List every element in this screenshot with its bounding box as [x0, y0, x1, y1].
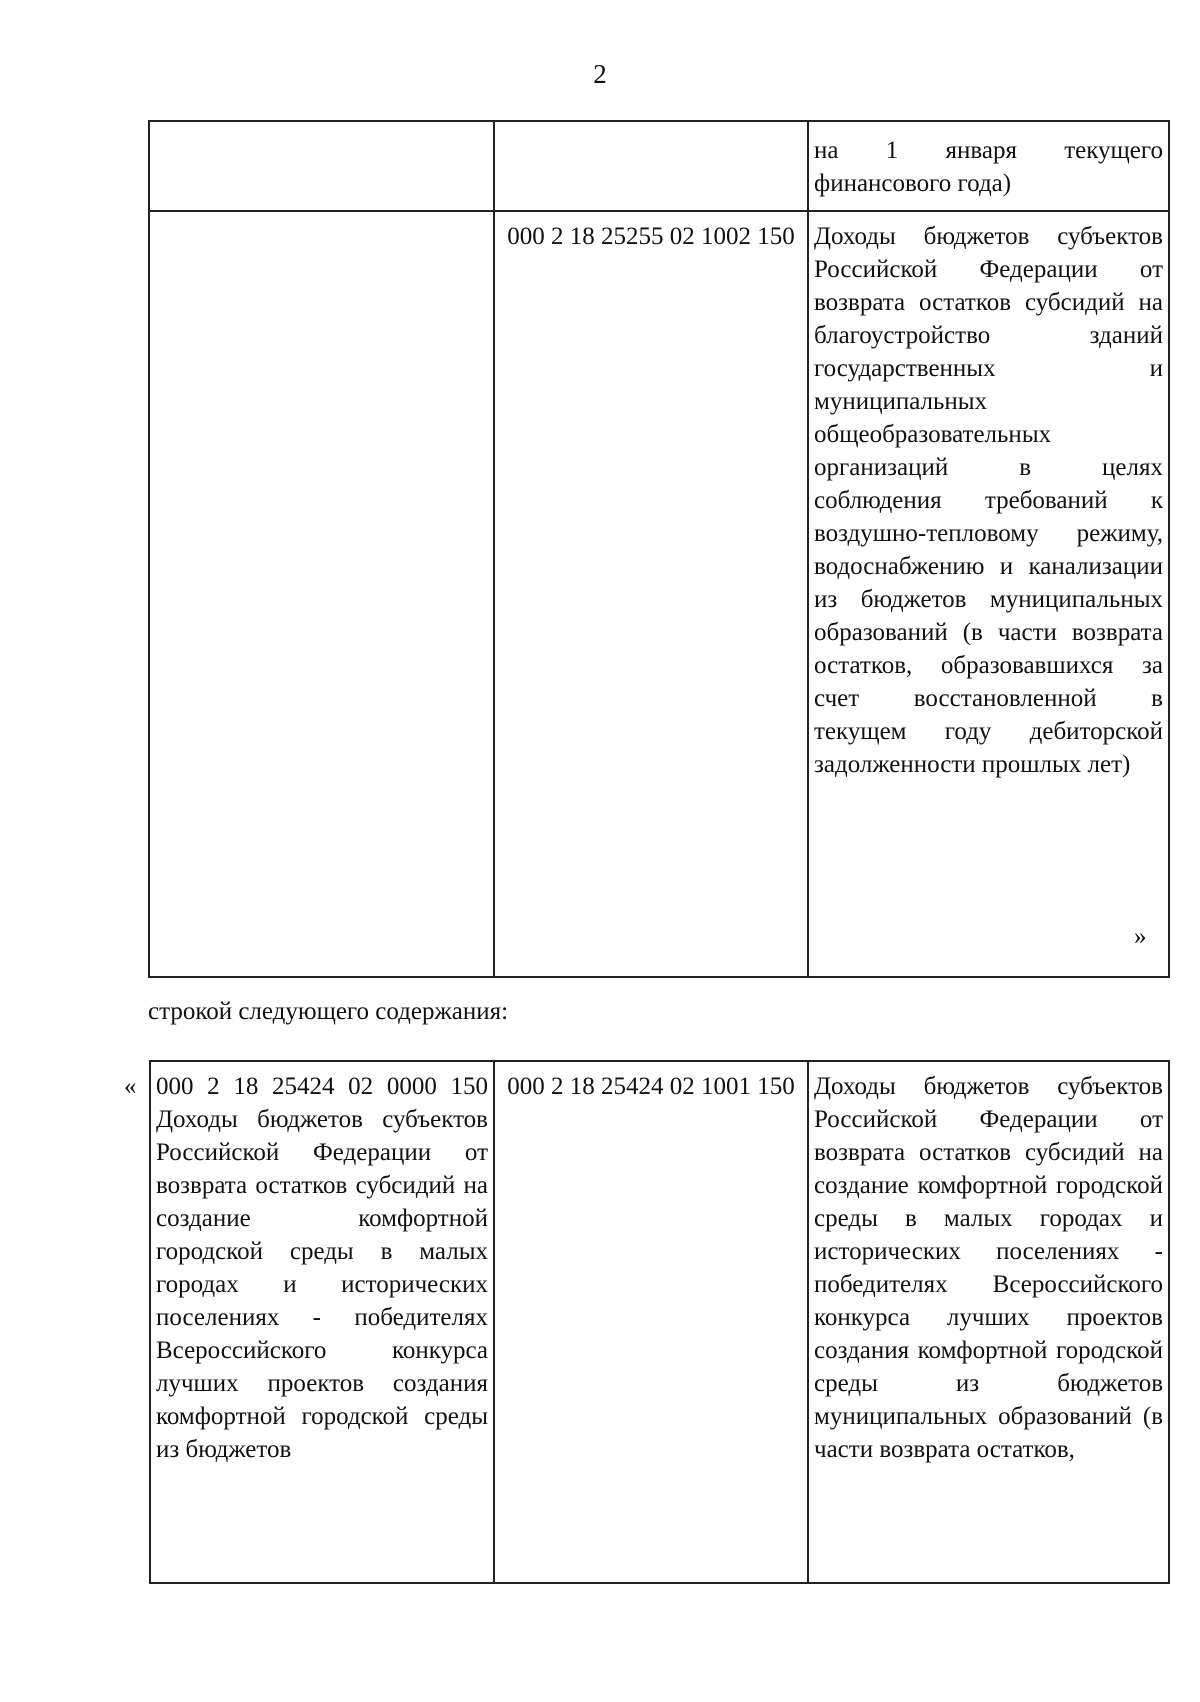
table-row: [150, 1061, 1169, 1583]
table-cell-description: на 1 января текущего финансового года): [808, 121, 1169, 211]
table-cell-col1: 000 2 18 25424 02 0000 150 Доходы бюджетов субъектов Российской Федерации от возврата остатков субсидий на создание комфортной городской среды в малых городах и исторических поселениях - победителях Всероссийского конкурса лучших проектов создания комфортной городской среды из бюджетов: [150, 1061, 494, 1583]
table-cell-col1: [149, 211, 494, 977]
budget-table-existing: [148, 120, 1170, 978]
table-cell-code: 000 2 18 25424 02 1001 150: [494, 1061, 808, 1583]
table-row: [149, 211, 1169, 977]
caption-text: строкой следующего содержания:: [148, 998, 509, 1025]
closing-quote: »: [1134, 923, 1147, 950]
table-cell-description: Доходы бюджетов субъектов Российской Федерации от возврата остатков субсидий на благоустройство зданий государственных и муниципальных общеобразовательных организаций в целях соблюдения требований к воздушно-тепловому режиму, водоснабжению и канализации из бюджетов муниципальных образований (в части возврата остатков, образовавшихся за счет восстановленной в текущем году дебиторской задолженности прошлых лет): [808, 211, 1169, 977]
table-cell-code: [494, 121, 808, 211]
table-cell-code: 000 2 18 25255 02 1002 150: [494, 211, 808, 977]
table-cell-col1: [149, 121, 494, 211]
budget-table-new-row: [149, 1060, 1170, 1584]
table-row: [149, 121, 1169, 211]
table-cell-description: Доходы бюджетов субъектов Российской Федерации от возврата остатков субсидий на создание комфортной городской среды в малых городах и исторических поселениях - победителях Всероссийского конкурса лучших проектов создания комфортной городской среды из бюджетов муниципальных образований (в части возврата остатков,: [808, 1061, 1169, 1583]
opening-quote: «: [124, 1073, 137, 1100]
page-number: 2: [593, 59, 607, 89]
